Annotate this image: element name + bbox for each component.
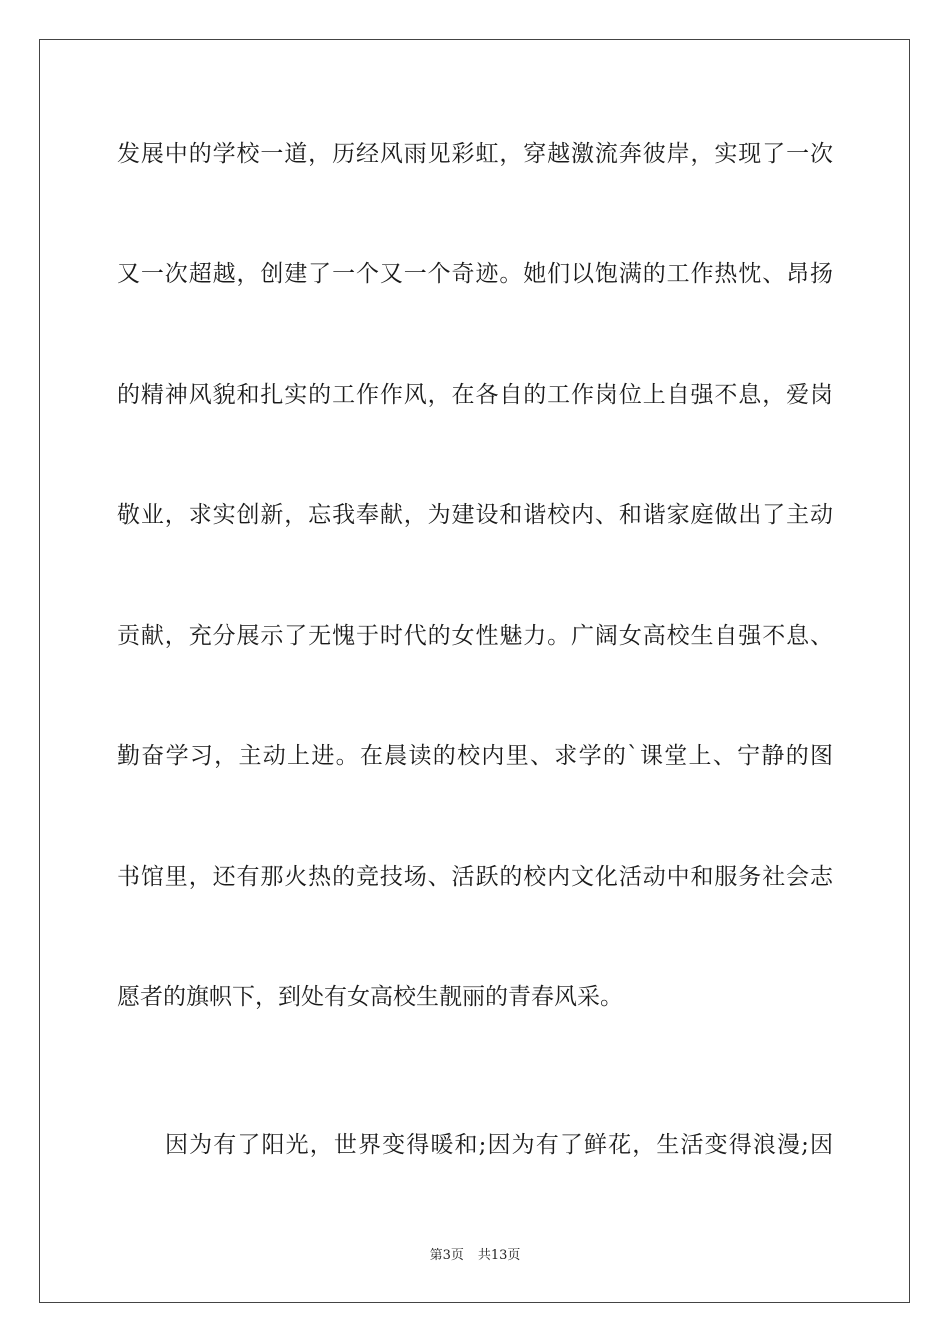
paragraph-line: 勤奋学习，主动上进。在晨读的校内里、求学的`课堂上、宁静的图 (117, 743, 833, 769)
page-number: 第3页 (429, 1248, 464, 1263)
paragraph-line-indented: 因为有了阳光，世界变得暖和;因为有了鲜花，生活变得浪漫;因 (165, 1132, 833, 1158)
paragraph-line: 又一次超越，创建了一个又一个奇迹。她们以饱满的工作热忱、昂扬 (117, 261, 833, 287)
paragraph-line: 书馆里，还有那火热的竞技场、活跃的校内文化活动中和服务社会志 (117, 864, 833, 890)
paragraph-line: 发展中的学校一道，历经风雨见彩虹，穿越激流奔彼岸，实现了一次 (117, 141, 833, 167)
paragraph-line: 的精神风貌和扎实的工作作风，在各自的工作岗位上自强不息，爱岗 (117, 382, 833, 408)
paragraph-line: 愿者的旗帜下，到处有女高校生靓丽的青春风采。 (117, 984, 623, 1010)
page-footer (0, 1247, 950, 1265)
paragraph-line: 贡献，充分展示了无愧于时代的女性魅力。广阔女高校生自强不息、 (117, 623, 833, 649)
paragraph-line: 敬业，求实创新，忘我奉献，为建设和谐校内、和谐家庭做出了主动 (117, 502, 833, 528)
page-total: 共13页 (477, 1248, 521, 1263)
page-frame (39, 39, 910, 1303)
